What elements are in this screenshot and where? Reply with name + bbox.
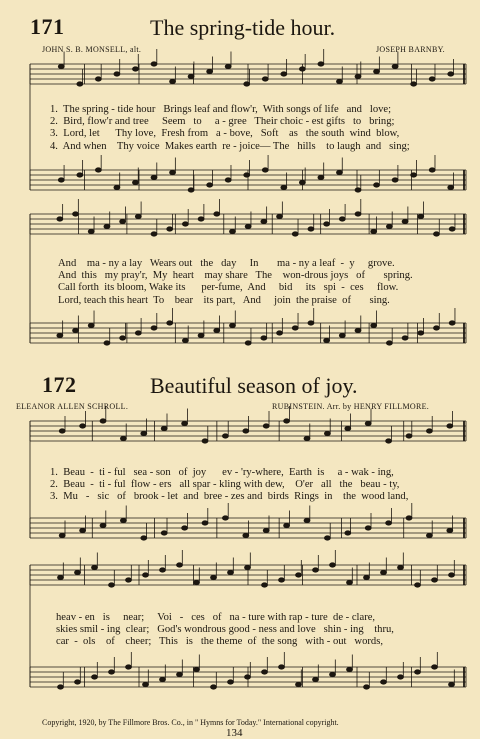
lyric-line: skies smil - ing clear; God's wondrous good - ness and love shin - ing thru, bbox=[56, 624, 394, 636]
note-head bbox=[141, 536, 147, 540]
note-head bbox=[100, 419, 106, 423]
note-head bbox=[100, 523, 106, 527]
note-head bbox=[95, 77, 101, 81]
lyric-line: 1. The spring - tide hour Brings leaf and flow'r, With songs of life and love; bbox=[50, 104, 392, 115]
note-head bbox=[262, 77, 268, 81]
note-head bbox=[279, 665, 285, 669]
note-head bbox=[228, 680, 234, 684]
note-head bbox=[151, 232, 157, 236]
note-head bbox=[386, 341, 392, 345]
note-head bbox=[262, 670, 268, 674]
note-head bbox=[261, 219, 267, 223]
note-head bbox=[182, 222, 188, 226]
note-head bbox=[243, 429, 249, 433]
lyric-line: 2. Beau - ti - ful flow - ers all spar - kling with dew, O'er all the beau - ty, bbox=[50, 479, 400, 491]
note-head bbox=[262, 583, 268, 587]
note-head bbox=[151, 62, 157, 66]
note-head bbox=[80, 424, 86, 428]
note-head bbox=[161, 426, 167, 430]
note-head bbox=[426, 533, 432, 537]
note-head bbox=[429, 77, 435, 81]
note-head bbox=[355, 188, 361, 192]
note-head bbox=[261, 336, 267, 340]
note-head bbox=[75, 680, 81, 684]
note-head bbox=[207, 69, 213, 73]
lyric-line: Lord, teach this heart To bear its part, And join the praise of sing. bbox=[58, 294, 390, 306]
note-head bbox=[126, 665, 132, 669]
note-head bbox=[347, 667, 353, 671]
note-head bbox=[211, 685, 217, 689]
note-head bbox=[433, 232, 439, 236]
note-head bbox=[429, 168, 435, 172]
note-head bbox=[109, 670, 115, 674]
note-head bbox=[304, 518, 310, 522]
note-head bbox=[433, 326, 439, 330]
note-head bbox=[449, 682, 455, 686]
note-head bbox=[167, 227, 173, 231]
note-head bbox=[415, 583, 421, 587]
note-head bbox=[58, 178, 64, 182]
note-head bbox=[104, 224, 110, 228]
note-head bbox=[277, 331, 283, 335]
note-head bbox=[281, 185, 287, 189]
note-head bbox=[170, 170, 176, 174]
note-head bbox=[120, 219, 126, 223]
lyric-line: 1. Beau - ti - ful sea - son of joy ev - 'ry-where, Earth is a - wak - ing, bbox=[50, 467, 394, 478]
note-head bbox=[386, 521, 392, 525]
note-head bbox=[141, 431, 147, 435]
lyric-line: 4. And when Thy voice Makes earth re - joice— The hills to laugh and sing; bbox=[50, 140, 410, 152]
note-head bbox=[132, 67, 138, 71]
note-head bbox=[324, 431, 330, 435]
lyric-line: 3. Lord, let Thy love, Fresh from a - bove, Soft as the south wind blow, bbox=[50, 128, 400, 140]
note-head bbox=[57, 333, 63, 337]
hymn-171-music-credit: JOSEPH BARNBY. bbox=[376, 45, 445, 54]
note-head bbox=[170, 79, 176, 83]
note-head bbox=[92, 565, 98, 569]
note-head bbox=[339, 333, 345, 337]
note-head bbox=[59, 429, 65, 433]
note-head bbox=[330, 563, 336, 567]
hymn-number-172: 172 bbox=[42, 372, 77, 397]
note-head bbox=[88, 229, 94, 233]
page-number: 134 bbox=[226, 727, 243, 739]
note-head bbox=[182, 421, 188, 425]
note-head bbox=[120, 436, 126, 440]
note-head bbox=[381, 680, 387, 684]
note-head bbox=[449, 573, 455, 577]
note-head bbox=[263, 528, 269, 532]
note-head bbox=[88, 323, 94, 327]
note-head bbox=[318, 62, 324, 66]
note-head bbox=[245, 224, 251, 228]
note-head bbox=[75, 570, 81, 574]
note-head bbox=[132, 180, 138, 184]
note-head bbox=[284, 523, 290, 527]
note-head bbox=[355, 328, 361, 332]
note-head bbox=[324, 222, 330, 226]
note-head bbox=[114, 72, 120, 76]
note-head bbox=[95, 168, 101, 172]
hymn-172-music-credit: RUBINSTEIN. Arr. by HENRY FILLMORE. bbox=[272, 402, 430, 411]
note-head bbox=[355, 74, 361, 78]
note-head bbox=[448, 185, 454, 189]
note-head bbox=[80, 528, 86, 532]
note-head bbox=[418, 214, 424, 218]
note-head bbox=[336, 79, 342, 83]
note-head bbox=[222, 434, 228, 438]
note-head bbox=[411, 82, 417, 86]
note-head bbox=[73, 328, 79, 332]
note-head bbox=[296, 573, 302, 577]
note-head bbox=[299, 180, 305, 184]
note-head bbox=[58, 64, 64, 68]
note-head bbox=[284, 419, 290, 423]
note-head bbox=[160, 677, 166, 681]
note-head bbox=[161, 531, 167, 535]
note-head bbox=[449, 227, 455, 231]
lyric-line: Call forth its bloom, Wake its per-fume, And bid its spi - ces flow. bbox=[58, 282, 399, 294]
note-head bbox=[296, 682, 302, 686]
hymn-title-171: The spring-tide hour. bbox=[150, 15, 336, 40]
note-head bbox=[398, 675, 404, 679]
note-head bbox=[182, 338, 188, 342]
note-head bbox=[77, 82, 83, 86]
note-head bbox=[167, 321, 173, 325]
note-head bbox=[304, 436, 310, 440]
note-head bbox=[448, 72, 454, 76]
note-head bbox=[135, 214, 141, 218]
note-head bbox=[347, 580, 353, 584]
note-head bbox=[336, 170, 342, 174]
note-head bbox=[126, 578, 132, 582]
note-head bbox=[225, 178, 231, 182]
note-head bbox=[292, 232, 298, 236]
note-head bbox=[324, 338, 330, 342]
note-head bbox=[211, 575, 217, 579]
note-head bbox=[177, 672, 183, 676]
note-head bbox=[324, 536, 330, 540]
lyric-line: 3. Mu - sic of brook - let and bree - zes and birds Rings in the wood land, bbox=[50, 491, 409, 503]
note-head bbox=[418, 331, 424, 335]
note-head bbox=[109, 583, 115, 587]
note-head bbox=[188, 188, 194, 192]
note-head bbox=[374, 183, 380, 187]
note-head bbox=[447, 528, 453, 532]
note-head bbox=[245, 675, 251, 679]
note-head bbox=[281, 72, 287, 76]
note-head bbox=[279, 578, 285, 582]
note-head bbox=[364, 685, 370, 689]
note-head bbox=[392, 178, 398, 182]
note-head bbox=[58, 685, 64, 689]
note-head bbox=[202, 439, 208, 443]
note-head bbox=[364, 575, 370, 579]
note-head bbox=[371, 229, 377, 233]
note-head bbox=[198, 217, 204, 221]
note-head bbox=[339, 217, 345, 221]
note-head bbox=[120, 336, 126, 340]
note-head bbox=[398, 565, 404, 569]
note-head bbox=[104, 341, 110, 345]
note-head bbox=[194, 667, 200, 671]
note-head bbox=[160, 568, 166, 572]
note-head bbox=[432, 665, 438, 669]
note-head bbox=[299, 67, 305, 71]
note-head bbox=[374, 69, 380, 73]
note-head bbox=[151, 326, 157, 330]
note-head bbox=[406, 434, 412, 438]
note-head bbox=[243, 533, 249, 537]
copyright-notice: Copyright, 1920, by The Fillmore Bros. Co., in " Hymns for Today." International copyright. bbox=[42, 718, 339, 727]
note-head bbox=[308, 227, 314, 231]
note-head bbox=[58, 575, 64, 579]
note-head bbox=[415, 670, 421, 674]
note-head bbox=[245, 341, 251, 345]
note-head bbox=[402, 336, 408, 340]
note-head bbox=[411, 173, 417, 177]
hymn-172-words-credit: ELEANOR ALLEN SCHROLL. bbox=[16, 402, 129, 411]
note-head bbox=[214, 328, 220, 332]
note-head bbox=[92, 675, 98, 679]
note-head bbox=[177, 563, 183, 567]
note-head bbox=[263, 424, 269, 428]
note-head bbox=[449, 321, 455, 325]
note-head bbox=[432, 578, 438, 582]
note-head bbox=[194, 580, 200, 584]
note-head bbox=[207, 183, 213, 187]
note-head bbox=[151, 175, 157, 179]
note-head bbox=[188, 74, 194, 78]
note-head bbox=[135, 331, 141, 335]
note-head bbox=[330, 672, 336, 676]
note-head bbox=[57, 217, 63, 221]
note-head bbox=[143, 682, 149, 686]
note-head bbox=[73, 212, 79, 216]
note-head bbox=[182, 526, 188, 530]
hymn-title-172: Beautiful season of joy. bbox=[150, 373, 358, 398]
note-head bbox=[345, 531, 351, 535]
note-head bbox=[308, 321, 314, 325]
note-head bbox=[228, 570, 234, 574]
lyric-line: And ma - ny a lay Wears out the day In ma - ny a leaf - y grove. bbox=[58, 258, 395, 269]
note-head bbox=[277, 214, 283, 218]
note-head bbox=[77, 173, 83, 177]
note-head bbox=[225, 64, 231, 68]
note-head bbox=[406, 516, 412, 520]
note-head bbox=[318, 175, 324, 179]
note-head bbox=[229, 323, 235, 327]
hymn-number-171: 171 bbox=[30, 14, 65, 39]
note-head bbox=[114, 185, 120, 189]
note-head bbox=[426, 429, 432, 433]
note-head bbox=[143, 573, 149, 577]
note-head bbox=[245, 565, 251, 569]
note-head bbox=[244, 82, 250, 86]
note-head bbox=[262, 168, 268, 172]
note-head bbox=[386, 224, 392, 228]
lyric-line: heav - en is near; Voi - ces of na - ture with rap - ture de - clare, bbox=[56, 612, 376, 623]
note-head bbox=[313, 568, 319, 572]
note-head bbox=[202, 521, 208, 525]
note-head bbox=[386, 439, 392, 443]
lyric-line: 2. Bird, flow'r and tree Seem to a - gree Their choic - est gifts to bring; bbox=[50, 116, 395, 128]
note-head bbox=[365, 421, 371, 425]
lyric-line: And this my pray'r, My heart may share The won-drous joys of spring. bbox=[58, 270, 413, 282]
note-head bbox=[222, 516, 228, 520]
note-head bbox=[120, 518, 126, 522]
note-head bbox=[447, 424, 453, 428]
note-head bbox=[392, 64, 398, 68]
note-head bbox=[345, 426, 351, 430]
note-head bbox=[59, 533, 65, 537]
note-head bbox=[214, 212, 220, 216]
note-head bbox=[381, 570, 387, 574]
note-head bbox=[292, 326, 298, 330]
note-head bbox=[355, 212, 361, 216]
lyric-line: car - ols of cheer; This is the theme of the song with - out words, bbox=[56, 636, 383, 648]
hymn-171-words-credit: JOHN S. B. MONSELL, alt. bbox=[42, 45, 142, 54]
note-head bbox=[198, 333, 204, 337]
note-head bbox=[371, 323, 377, 327]
note-head bbox=[402, 219, 408, 223]
note-head bbox=[244, 173, 250, 177]
note-head bbox=[229, 229, 235, 233]
note-head bbox=[365, 526, 371, 530]
note-head bbox=[313, 677, 319, 681]
